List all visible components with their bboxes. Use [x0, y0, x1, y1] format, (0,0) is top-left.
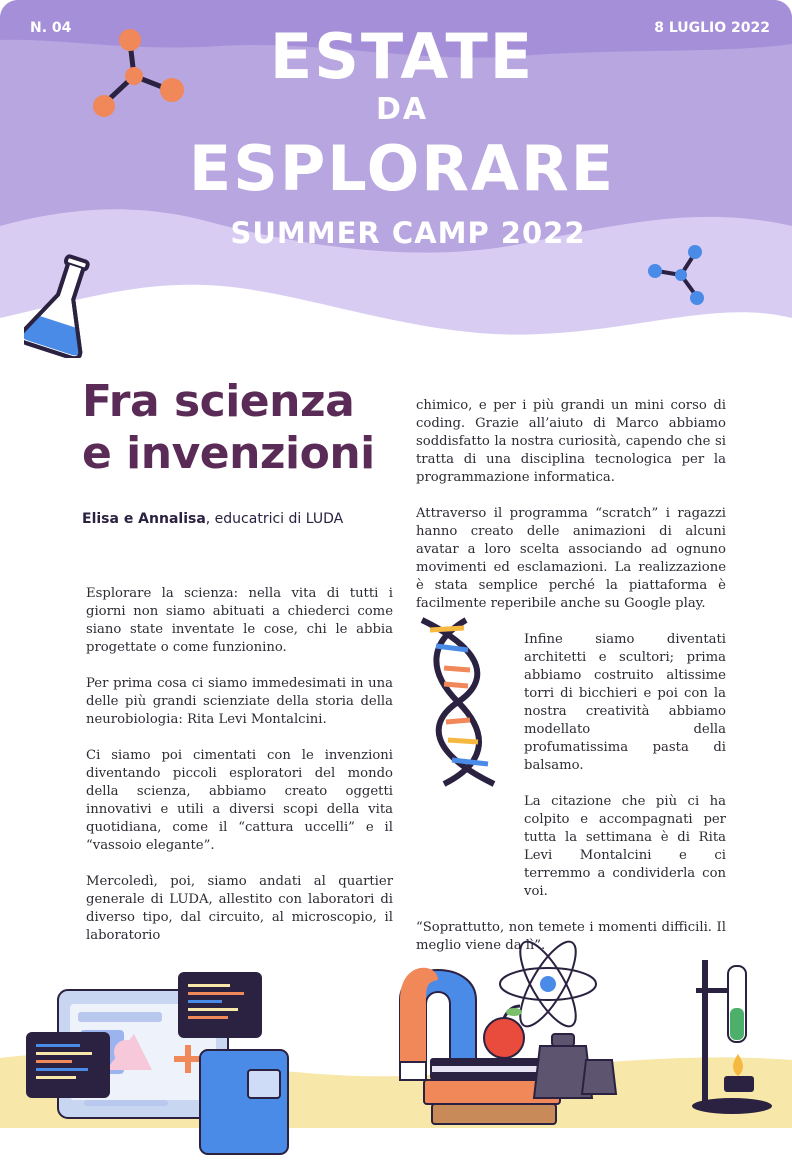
- issue-date: 8 LUGLIO 2022: [654, 20, 770, 36]
- byline-role: , educatrici di LUDA: [205, 511, 344, 527]
- paragraph: Esplorare la scienza: nella vita di tutti i giorni non siamo abituati a chiederci come siano state inventate le cose, chi le abbia progettate o come funzionino.: [86, 586, 393, 655]
- quote: “Soprattutto, non temete i momenti difficili. Il meglio viene da lì”.: [416, 920, 726, 953]
- paragraph: Mercoledì, poi, siamo andati al quartier generale di LUDA, allestito con laboratori di diverso tipo, dal circuito, al microscopio, il laboratorio: [86, 874, 393, 943]
- code-window-icon: [26, 1032, 110, 1098]
- paragraph: chimico, e per i più grandi un mini corso di coding. Grazie all’aiuto di Marco abbiamo soddisfatto la nostra curiosità, capendo che si tratta di una disciplina tecnologica per la programmazione informatica.: [416, 398, 726, 485]
- paragraph: Infine siamo diventati architetti e scultori; prima abbiamo costruito altissime torri di bicchieri e poi con la nostra creatività abbiamo modellato della profumatissima pasta di balsamo.: [524, 632, 726, 773]
- byline-authors: Elisa e Annalisa: [82, 511, 206, 527]
- paragraph: Per prima cosa ci siamo immedesimati in una delle più grandi scienziate della storia della neurobiologia: Rita Levi Montalcini.: [86, 676, 393, 727]
- molecule-small-icon: [645, 243, 707, 309]
- masthead-line-1: ESTATE: [269, 20, 535, 93]
- paragraph: Attraverso il programma “scratch” i ragazzi hanno creato delle animazioni di alcuni avatar a loro scelta associando ad ognuno movimenti ed esclamazioni. La realizzazione è stata semplice perché la piattaforma è facilmente reperibile anche su Google play.: [416, 506, 726, 611]
- footer-illustration: [0, 930, 792, 1168]
- atom-icon: [500, 934, 596, 1033]
- article-byline: [82, 511, 343, 527]
- article-column-left: [86, 585, 393, 963]
- dna-icon: [408, 612, 508, 792]
- flask-icon: [24, 252, 98, 358]
- article-title: [82, 376, 402, 480]
- apple-icon: [484, 1006, 524, 1058]
- paragraph: La citazione che più ci ha colpito e accompagnati per tutta la settimana è di Rita Levi Montalcini e ci terremmo a condividerla con voi.: [524, 794, 726, 899]
- paragraph: Ci siamo poi cimentati con le invenzioni diventando piccoli esploratori del mondo della scienza, abbiamo creato oggetti innovativi e utili a diversi scopi della vita quotidiana, come il “cattura uccelli” e il “vassoio elegante”.: [86, 748, 393, 853]
- article-title-line-2: e invenzioni: [82, 428, 375, 479]
- masthead-line-3: ESPLORARE: [188, 132, 616, 205]
- masthead-line-2: DA: [375, 92, 429, 127]
- code-window-icon: [178, 972, 262, 1038]
- masthead-subtitle: SUMMER CAMP 2022: [230, 216, 586, 250]
- issue-number: N. 04: [30, 20, 72, 36]
- article-title-line-1: Fra scienza: [82, 376, 355, 427]
- weights-icon: [534, 1034, 616, 1098]
